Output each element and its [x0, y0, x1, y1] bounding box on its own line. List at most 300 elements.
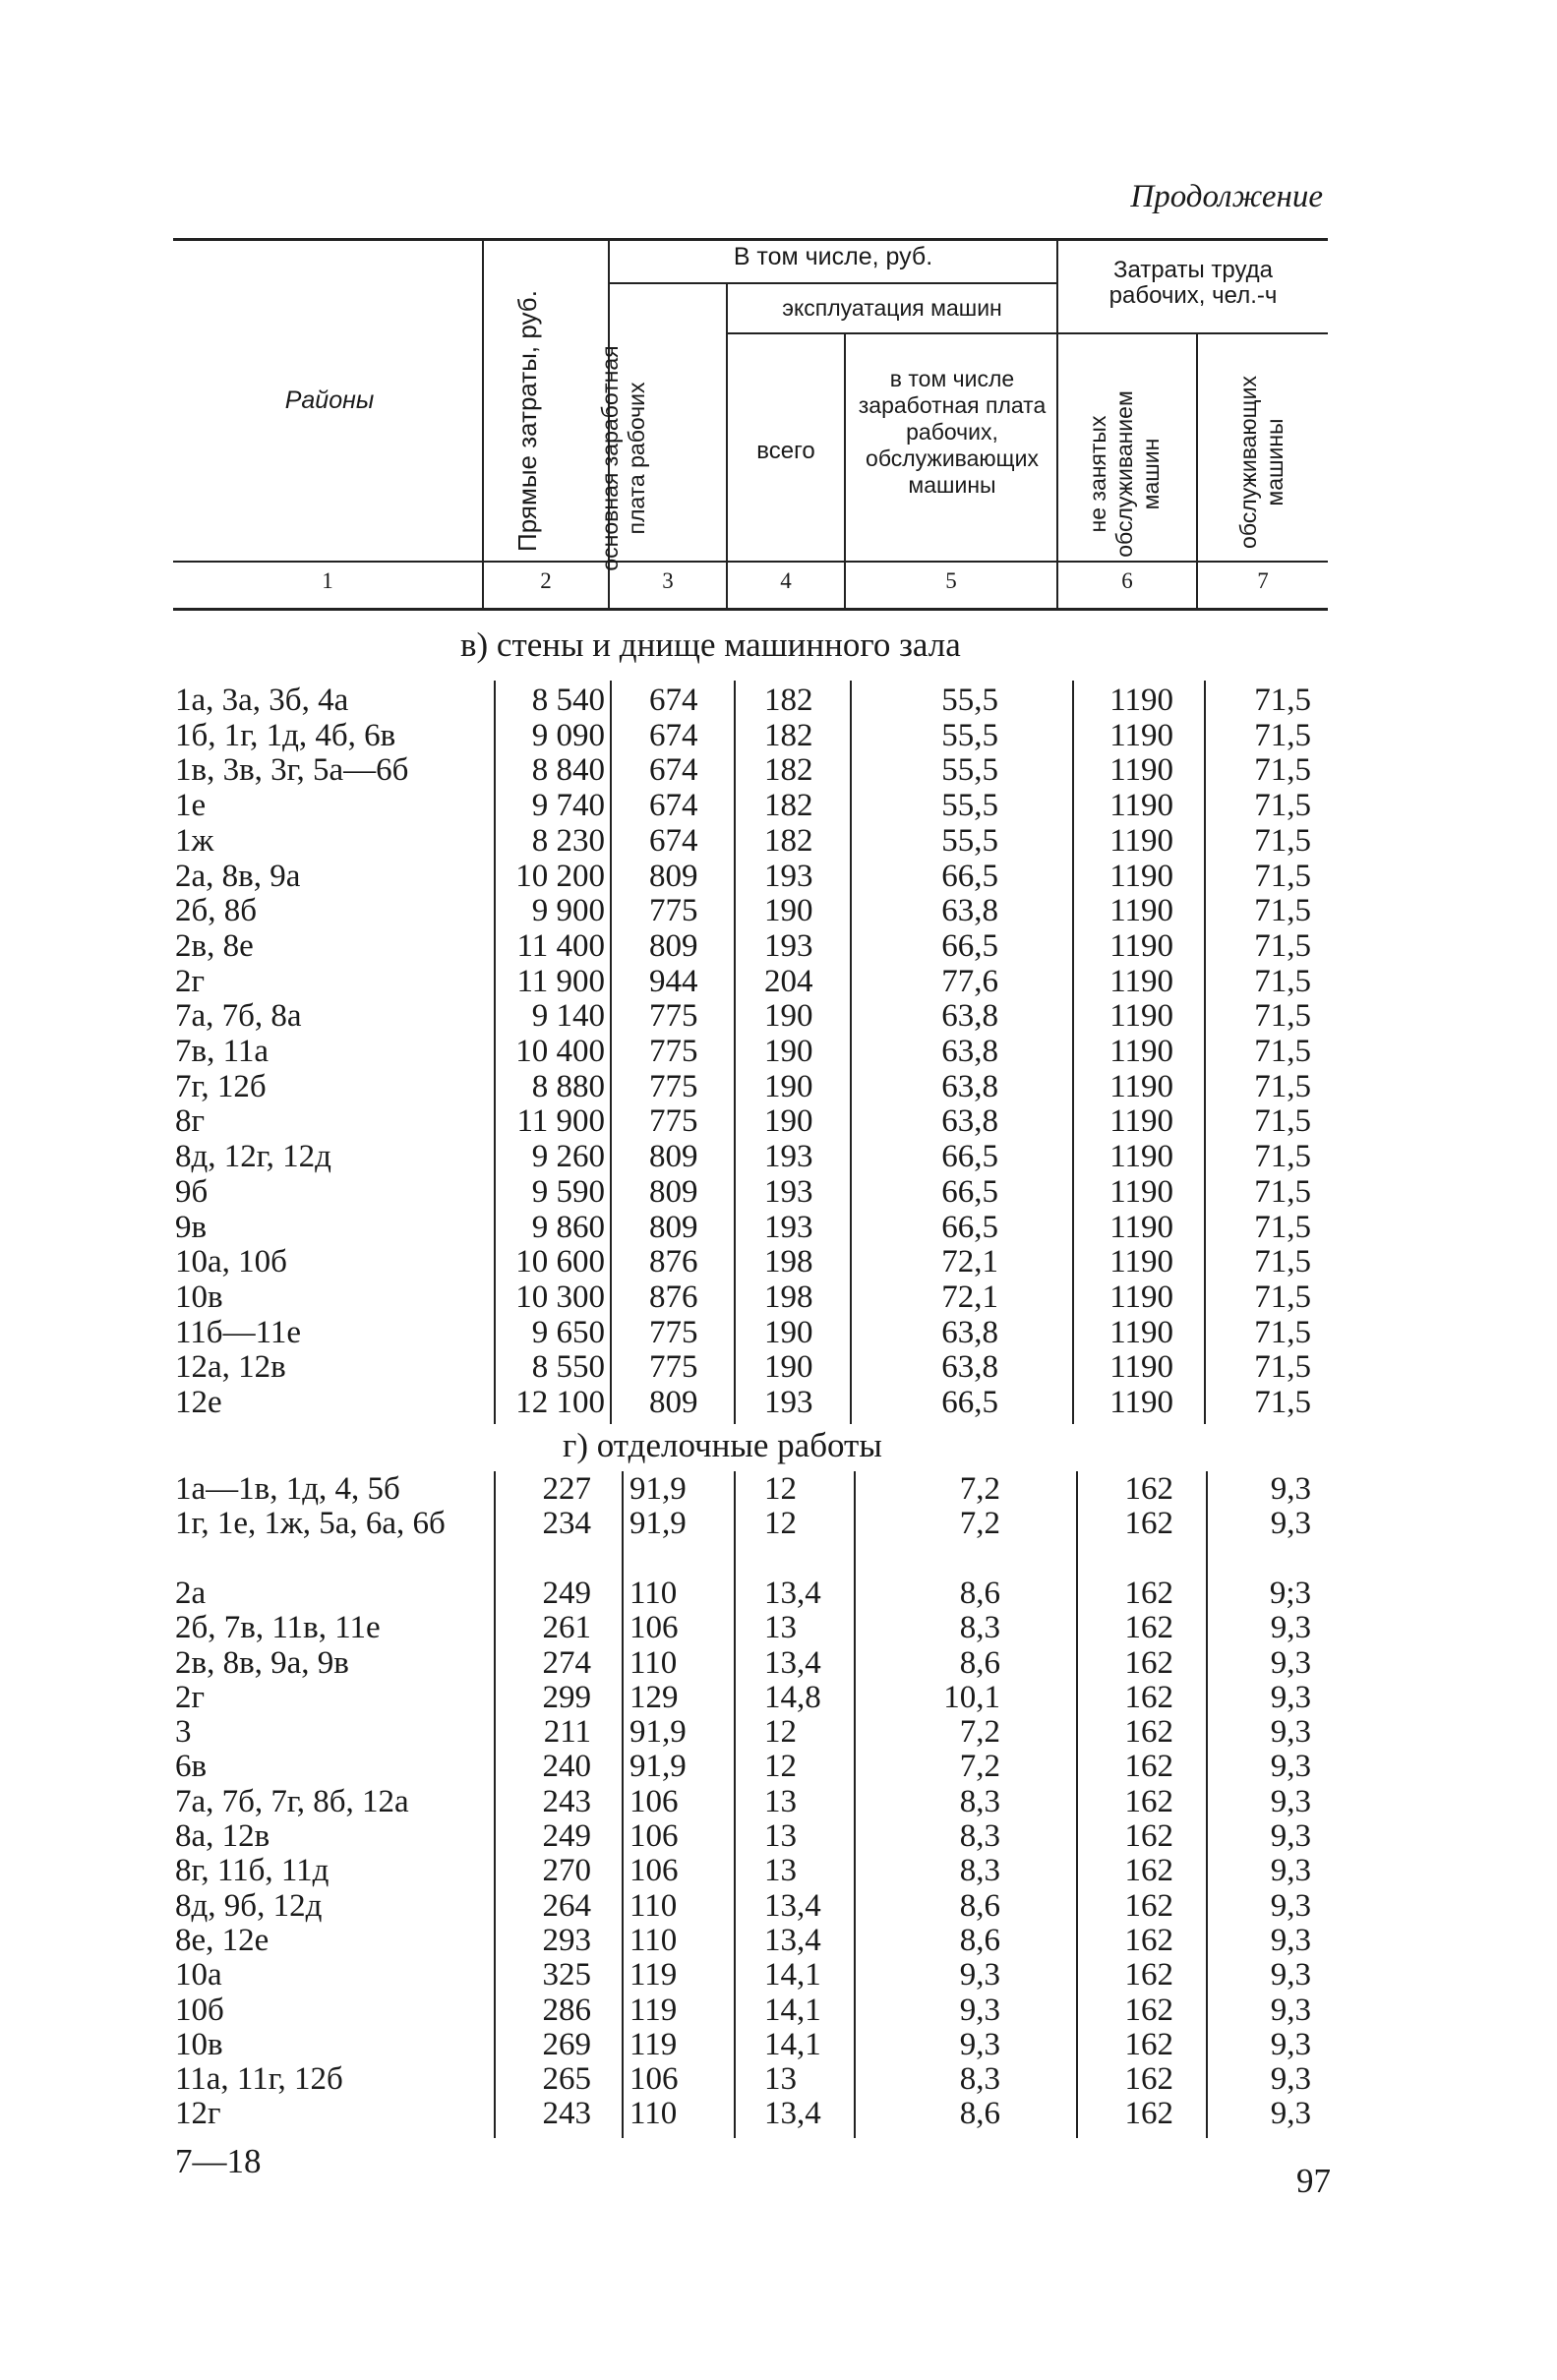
- table-row: [0, 1349, 1557, 1385]
- direct-costs-cell: 10 600: [515, 1244, 605, 1280]
- direct-costs-cell: 9 860: [531, 1209, 605, 1245]
- machine-total-cell: 193: [764, 927, 813, 964]
- labor-machine-cell: 9,3: [1270, 1783, 1311, 1819]
- machine-wages-cell: 8,6: [959, 1644, 1000, 1681]
- header-including: В том числе, руб.: [733, 243, 933, 270]
- machine-wages-cell: 72,1: [941, 1244, 998, 1280]
- machine-total-cell: 13: [764, 1783, 797, 1819]
- machine-total-cell: 13,4: [764, 1644, 821, 1681]
- machine-wages-cell: 8,3: [959, 2061, 1000, 2098]
- machine-wages-cell: 8,6: [959, 1887, 1000, 1924]
- table-row: [0, 1471, 1557, 1507]
- region-cell: 3: [175, 1714, 192, 1751]
- region-cell: 1в, 3в, 3г, 5а—6б: [175, 752, 409, 789]
- region-cell: 12а, 12в: [175, 1349, 286, 1386]
- base-wages-cell: 944: [649, 963, 698, 999]
- base-wages-cell: 91,9: [629, 1714, 687, 1751]
- direct-costs-cell: 8 230: [531, 822, 605, 859]
- labor-machine-cell: 9,3: [1270, 1957, 1311, 1993]
- labor-machine-cell: 9,3: [1270, 1610, 1311, 1646]
- base-wages-cell: 674: [649, 683, 698, 718]
- labor-not-machine-cell: 1190: [1109, 963, 1173, 999]
- direct-costs-cell: 10 300: [515, 1279, 605, 1315]
- labor-not-machine-cell: 1190: [1109, 1279, 1173, 1315]
- region-cell: 10а, 10б: [175, 1244, 287, 1280]
- labor-machine-cell: 71,5: [1254, 1385, 1311, 1420]
- labor-not-machine-cell: 162: [1124, 1471, 1173, 1507]
- region-cell: 2в, 8е: [175, 927, 254, 964]
- labor-not-machine-cell: 1190: [1109, 1034, 1173, 1069]
- machine-total-cell: 13: [764, 1818, 797, 1854]
- machine-wages-cell: 8,3: [959, 1853, 1000, 1889]
- labor-machine-cell: 9,3: [1270, 1887, 1311, 1924]
- base-wages-cell: 106: [629, 1853, 679, 1889]
- direct-costs-cell: 270: [542, 1853, 591, 1889]
- machine-total-cell: 12: [764, 1749, 797, 1785]
- direct-costs-cell: 12 100: [515, 1385, 605, 1420]
- base-wages-cell: 876: [649, 1279, 698, 1315]
- labor-not-machine-cell: 1190: [1109, 717, 1173, 753]
- labor-not-machine-cell: 1190: [1109, 1139, 1173, 1175]
- base-wages-cell: 110: [629, 1644, 678, 1681]
- table-row: [0, 1610, 1557, 1645]
- machine-total-cell: 14,1: [764, 1957, 821, 1993]
- machine-total-cell: 204: [764, 963, 813, 999]
- header-incl-wages: в том числе заработная плата рабочих, обслуживающих машины: [858, 366, 1047, 498]
- labor-not-machine-cell: 162: [1124, 2061, 1173, 2098]
- printer-signature: 7—18: [175, 2142, 262, 2180]
- base-wages-cell: 775: [649, 1034, 698, 1069]
- labor-not-machine-cell: 1190: [1109, 998, 1173, 1035]
- table-row: [0, 1279, 1557, 1315]
- base-wages-cell: 775: [649, 1349, 698, 1386]
- labor-not-machine-cell: 1190: [1109, 858, 1173, 894]
- labor-not-machine-cell: 162: [1124, 1922, 1173, 1958]
- direct-costs-cell: 9 090: [531, 717, 605, 753]
- machine-wages-cell: 66,5: [941, 1385, 998, 1420]
- labor-machine-cell: 71,5: [1254, 717, 1311, 753]
- machine-total-cell: 182: [764, 752, 813, 789]
- labor-machine-cell: 9,3: [1270, 1818, 1311, 1854]
- table-row: [0, 928, 1557, 964]
- labor-machine-cell: 71,5: [1254, 1349, 1311, 1386]
- labor-not-machine-cell: 162: [1124, 2096, 1173, 2132]
- base-wages-cell: 809: [649, 858, 698, 894]
- colnum-6: 6: [1121, 568, 1133, 593]
- region-cell: 8д, 12г, 12д: [175, 1139, 331, 1175]
- region-cell: 7а, 7б, 7г, 8б, 12а: [175, 1783, 409, 1819]
- machine-total-cell: 13: [764, 1610, 797, 1646]
- direct-costs-cell: 9 590: [531, 1173, 605, 1210]
- colnum-4: 4: [780, 568, 792, 593]
- machine-wages-cell: 63,8: [941, 1349, 998, 1386]
- machine-total-cell: 190: [764, 1034, 813, 1069]
- base-wages-cell: 674: [649, 717, 698, 753]
- machine-wages-cell: 63,8: [941, 893, 998, 929]
- labor-not-machine-cell: 162: [1124, 1644, 1173, 1681]
- labor-not-machine-cell: 1190: [1109, 1385, 1173, 1420]
- base-wages-cell: 775: [649, 998, 698, 1035]
- labor-not-machine-cell: 162: [1124, 1992, 1173, 2028]
- header-top-rule: [173, 238, 1328, 241]
- table-row: [0, 859, 1557, 894]
- machine-total-cell: 190: [764, 1349, 813, 1386]
- direct-costs-cell: 240: [542, 1749, 591, 1785]
- machine-total-cell: 198: [764, 1244, 813, 1280]
- header-vrule-5: [1056, 241, 1058, 608]
- region-cell: 9б: [175, 1173, 209, 1210]
- machine-total-cell: 190: [764, 1068, 813, 1104]
- machine-wages-cell: 66,5: [941, 1173, 998, 1210]
- machine-wages-cell: 66,5: [941, 1209, 998, 1245]
- region-cell: 7а, 7б, 8а: [175, 998, 302, 1035]
- labor-not-machine-cell: 162: [1124, 1575, 1173, 1611]
- table-row: [0, 1680, 1557, 1715]
- base-wages-cell: 106: [629, 1610, 679, 1646]
- header-rule-including: [610, 282, 1056, 284]
- base-wages-cell: 106: [629, 2061, 679, 2098]
- base-wages-cell: 129: [629, 1679, 679, 1715]
- region-cell: 2б, 8б: [175, 893, 258, 929]
- direct-costs-cell: 274: [542, 1644, 591, 1681]
- direct-costs-cell: 11 900: [516, 963, 605, 999]
- region-cell: 2в, 8в, 9а, 9в: [175, 1644, 349, 1681]
- machine-wages-cell: 10,1: [943, 1679, 1000, 1715]
- labor-machine-cell: 9,3: [1270, 2096, 1311, 2132]
- region-cell: 10в: [175, 1279, 223, 1315]
- labor-machine-cell: 71,5: [1254, 927, 1311, 964]
- header-rule-labor: [1058, 332, 1328, 334]
- labor-machine-cell: 9,3: [1270, 2026, 1311, 2062]
- header-not-machine: не занятых обслуживанием машин: [1085, 390, 1164, 558]
- direct-costs-cell: 243: [542, 2096, 591, 2132]
- table-row: [0, 1506, 1557, 1541]
- direct-costs-cell: 8 880: [531, 1068, 605, 1104]
- region-cell: 10б: [175, 1992, 224, 2028]
- machine-total-cell: 14,8: [764, 1679, 821, 1715]
- colnum-1: 1: [322, 568, 333, 593]
- machine-wages-cell: 66,5: [941, 1139, 998, 1175]
- region-cell: 7в, 11а: [175, 1034, 269, 1069]
- region-cell: 1е: [175, 788, 207, 824]
- base-wages-cell: 775: [649, 1314, 698, 1350]
- header-base-wages: основная заработная плата рабочих: [597, 345, 649, 571]
- machine-wages-cell: 7,2: [959, 1749, 1000, 1785]
- base-wages-cell: 674: [649, 788, 698, 824]
- header-labor: Затраты труда рабочих, чел.-ч: [1108, 257, 1278, 309]
- colnum-3: 3: [662, 568, 674, 593]
- region-cell: 1а—1в, 1д, 4, 5б: [175, 1471, 400, 1507]
- labor-machine-cell: 71,5: [1254, 893, 1311, 929]
- table-row: [0, 1749, 1557, 1784]
- direct-costs-cell: 10 400: [515, 1034, 605, 1069]
- section-title-finishing: г) отделочные работы: [563, 1426, 882, 1464]
- table-row: [0, 683, 1557, 718]
- machine-total-cell: 12: [764, 1506, 797, 1542]
- direct-costs-cell: 9 260: [531, 1139, 605, 1175]
- numbers-bottom-rule: [173, 608, 1328, 611]
- labor-machine-cell: 9,3: [1270, 1714, 1311, 1751]
- direct-costs-cell: 9 140: [531, 998, 605, 1035]
- header-machine-operation: эксплуатация машин: [782, 295, 1002, 321]
- direct-costs-cell: 11 900: [516, 1103, 605, 1140]
- labor-machine-cell: 71,5: [1254, 788, 1311, 824]
- direct-costs-cell: 299: [542, 1679, 591, 1715]
- direct-costs-cell: 227: [542, 1471, 591, 1507]
- table-row: [0, 1210, 1557, 1245]
- labor-not-machine-cell: 162: [1124, 1887, 1173, 1924]
- machine-wages-cell: 66,5: [941, 927, 998, 964]
- table-row: [0, 1385, 1557, 1420]
- machine-total-cell: 13,4: [764, 1887, 821, 1924]
- table-row: [0, 1139, 1557, 1174]
- region-cell: 10а: [175, 1957, 222, 1993]
- region-cell: 1г, 1е, 1ж, 5а, 6а, 6б: [175, 1506, 446, 1542]
- machine-total-cell: 190: [764, 998, 813, 1035]
- table-row: [0, 718, 1557, 753]
- machine-total-cell: 13,4: [764, 1575, 821, 1611]
- base-wages-cell: 775: [649, 1103, 698, 1140]
- base-wages-cell: 119: [629, 1992, 678, 2028]
- base-wages-cell: 809: [649, 1173, 698, 1210]
- base-wages-cell: 809: [649, 1139, 698, 1175]
- region-cell: 8г, 11б, 11д: [175, 1853, 329, 1889]
- machine-total-cell: 182: [764, 788, 813, 824]
- labor-machine-cell: 9,3: [1270, 1992, 1311, 2028]
- machine-total-cell: 13,4: [764, 2096, 821, 2132]
- machine-wages-cell: 9,3: [959, 1992, 1000, 2028]
- region-cell: 8е, 12е: [175, 1922, 269, 1958]
- labor-machine-cell: 71,5: [1254, 683, 1311, 718]
- header-vrule-6: [1196, 334, 1198, 608]
- direct-costs-cell: 293: [542, 1922, 591, 1958]
- machine-total-cell: 13: [764, 2061, 797, 2098]
- labor-not-machine-cell: 162: [1124, 1749, 1173, 1785]
- labor-not-machine-cell: 162: [1124, 1783, 1173, 1819]
- table-row: [0, 893, 1557, 928]
- labor-machine-cell: 9,3: [1270, 1853, 1311, 1889]
- labor-not-machine-cell: 162: [1124, 1853, 1173, 1889]
- region-cell: 1ж: [175, 822, 214, 859]
- base-wages-cell: 91,9: [629, 1749, 687, 1785]
- direct-costs-cell: 249: [542, 1818, 591, 1854]
- labor-machine-cell: 71,5: [1254, 1139, 1311, 1175]
- labor-machine-cell: 9,3: [1270, 1922, 1311, 1958]
- table-row: [0, 2027, 1557, 2062]
- direct-costs-cell: 265: [542, 2061, 591, 2098]
- table-row: [0, 1784, 1557, 1819]
- machine-wages-cell: 55,5: [941, 683, 998, 718]
- base-wages-cell: 809: [649, 1209, 698, 1245]
- labor-machine-cell: 71,5: [1254, 858, 1311, 894]
- region-cell: 2б, 7в, 11в, 11е: [175, 1610, 381, 1646]
- direct-costs-cell: 234: [542, 1506, 591, 1542]
- direct-costs-cell: 325: [542, 1957, 591, 1993]
- colnum-2: 2: [540, 568, 552, 593]
- continued-label: Продолжение: [1130, 179, 1323, 214]
- table-row: [0, 1818, 1557, 1854]
- direct-costs-cell: 286: [542, 1992, 591, 2028]
- direct-costs-cell: 8 540: [531, 683, 605, 718]
- machine-wages-cell: 55,5: [941, 788, 998, 824]
- direct-costs-cell: 249: [542, 1575, 591, 1611]
- labor-machine-cell: 9,3: [1270, 1749, 1311, 1785]
- labor-machine-cell: 71,5: [1254, 1279, 1311, 1315]
- table-row: [0, 1315, 1557, 1350]
- region-cell: 2а: [175, 1575, 207, 1611]
- table-row: [0, 2096, 1557, 2131]
- direct-costs-cell: 264: [542, 1887, 591, 1924]
- machine-total-cell: 193: [764, 1139, 813, 1175]
- base-wages-cell: 91,9: [629, 1506, 687, 1542]
- region-cell: 8д, 9б, 12д: [175, 1887, 323, 1924]
- labor-machine-cell: 9,3: [1270, 1644, 1311, 1681]
- region-cell: 1а, 3а, 3б, 4а: [175, 683, 349, 718]
- base-wages-cell: 110: [629, 1887, 678, 1924]
- region-cell: 2г: [175, 1679, 206, 1715]
- machine-total-cell: 193: [764, 858, 813, 894]
- labor-machine-cell: 71,5: [1254, 963, 1311, 999]
- direct-costs-cell: 243: [542, 1783, 591, 1819]
- labor-not-machine-cell: 1190: [1109, 788, 1173, 824]
- labor-machine-cell: 9,3: [1270, 2061, 1311, 2098]
- machine-wages-cell: 72,1: [941, 1279, 998, 1315]
- labor-not-machine-cell: 1190: [1109, 1244, 1173, 1280]
- machine-wages-cell: 9,3: [959, 2026, 1000, 2062]
- region-cell: 2г: [175, 963, 206, 999]
- header-regions: Районы: [284, 387, 375, 414]
- labor-not-machine-cell: 162: [1124, 1957, 1173, 1993]
- labor-machine-cell: 9,3: [1270, 1471, 1311, 1507]
- base-wages-cell: 674: [649, 822, 698, 859]
- base-wages-cell: 119: [629, 2026, 678, 2062]
- base-wages-cell: 119: [629, 1957, 678, 1993]
- direct-costs-cell: 8 550: [531, 1349, 605, 1386]
- base-wages-cell: 876: [649, 1244, 698, 1280]
- labor-machine-cell: 9,3: [1270, 1506, 1311, 1542]
- machine-wages-cell: 7,2: [959, 1714, 1000, 1751]
- header-rule-machine: [728, 332, 1056, 334]
- labor-machine-cell: 71,5: [1254, 1244, 1311, 1280]
- labor-not-machine-cell: 1190: [1109, 1103, 1173, 1140]
- header-total: всего: [756, 438, 815, 464]
- base-wages-cell: 775: [649, 893, 698, 929]
- labor-not-machine-cell: 1190: [1109, 1314, 1173, 1350]
- machine-wages-cell: 63,8: [941, 1068, 998, 1104]
- machine-total-cell: 182: [764, 717, 813, 753]
- direct-costs-cell: 8 840: [531, 752, 605, 789]
- labor-machine-cell: 71,5: [1254, 822, 1311, 859]
- machine-total-cell: 182: [764, 822, 813, 859]
- machine-total-cell: 14,1: [764, 2026, 821, 2062]
- table-row: [0, 1576, 1557, 1611]
- header-vrule-1: [482, 241, 484, 608]
- machine-total-cell: 14,1: [764, 1992, 821, 2028]
- direct-costs-cell: 269: [542, 2026, 591, 2062]
- base-wages-cell: 110: [629, 1922, 678, 1958]
- region-cell: 10в: [175, 2026, 223, 2062]
- direct-costs-cell: 9 650: [531, 1314, 605, 1350]
- labor-machine-cell: 71,5: [1254, 1068, 1311, 1104]
- machine-wages-cell: 8,6: [959, 1922, 1000, 1958]
- machine-wages-cell: 63,8: [941, 998, 998, 1035]
- machine-total-cell: 182: [764, 683, 813, 718]
- base-wages-cell: 106: [629, 1783, 679, 1819]
- labor-not-machine-cell: 1190: [1109, 1209, 1173, 1245]
- table-row: [0, 1103, 1557, 1139]
- machine-wages-cell: 77,6: [941, 963, 998, 999]
- machine-total-cell: 193: [764, 1385, 813, 1420]
- machine-wages-cell: 55,5: [941, 717, 998, 753]
- machine-total-cell: 190: [764, 1314, 813, 1350]
- labor-not-machine-cell: 162: [1124, 2026, 1173, 2062]
- labor-machine-cell: 71,5: [1254, 1034, 1311, 1069]
- labor-machine-cell: 71,5: [1254, 1173, 1311, 1210]
- labor-machine-cell: 9;3: [1269, 1575, 1311, 1611]
- base-wages-cell: 809: [649, 1385, 698, 1420]
- machine-total-cell: 190: [764, 893, 813, 929]
- base-wages-cell: 809: [649, 927, 698, 964]
- table-row: [0, 1957, 1557, 1993]
- table-row: [0, 1034, 1557, 1069]
- region-cell: 8а, 12в: [175, 1818, 270, 1854]
- table-row: [0, 1069, 1557, 1104]
- table-row: [0, 1714, 1557, 1750]
- machine-total-cell: 13,4: [764, 1922, 821, 1958]
- labor-machine-cell: 71,5: [1254, 1314, 1311, 1350]
- labor-not-machine-cell: 1190: [1109, 1173, 1173, 1210]
- region-cell: 8г: [175, 1103, 206, 1140]
- machine-total-cell: 190: [764, 1103, 813, 1140]
- labor-not-machine-cell: 1190: [1109, 683, 1173, 718]
- base-wages-cell: 91,9: [629, 1471, 687, 1507]
- header-vrule-4: [844, 334, 846, 608]
- machine-wages-cell: 8,3: [959, 1610, 1000, 1646]
- colnum-5: 5: [945, 568, 957, 593]
- labor-machine-cell: 71,5: [1254, 1103, 1311, 1140]
- machine-wages-cell: 66,5: [941, 858, 998, 894]
- table-row: [0, 823, 1557, 859]
- machine-wages-cell: 9,3: [959, 1957, 1000, 1993]
- base-wages-cell: 106: [629, 1818, 679, 1854]
- colnum-7: 7: [1257, 568, 1269, 593]
- labor-not-machine-cell: 162: [1124, 1679, 1173, 1715]
- table-row: [0, 1888, 1557, 1924]
- region-cell: 6в: [175, 1749, 208, 1785]
- machine-wages-cell: 8,6: [959, 2096, 1000, 2132]
- machine-wages-cell: 8,6: [959, 1575, 1000, 1611]
- table-row: [0, 1244, 1557, 1279]
- direct-costs-cell: 10 200: [515, 858, 605, 894]
- table-row: [0, 1993, 1557, 2028]
- labor-not-machine-cell: 1190: [1109, 1349, 1173, 1386]
- table-row: [0, 964, 1557, 999]
- direct-costs-cell: 9 740: [531, 788, 605, 824]
- labor-not-machine-cell: 162: [1124, 1610, 1173, 1646]
- region-cell: 12г: [175, 2096, 221, 2132]
- machine-total-cell: 193: [764, 1173, 813, 1210]
- header-machine: обслуживающих машины: [1235, 376, 1288, 549]
- direct-costs-cell: 11 400: [516, 927, 605, 964]
- region-cell: 1б, 1г, 1д, 4б, 6в: [175, 717, 396, 753]
- machine-wages-cell: 8,3: [959, 1818, 1000, 1854]
- base-wages-cell: 110: [629, 1575, 678, 1611]
- labor-not-machine-cell: 1190: [1109, 893, 1173, 929]
- machine-total-cell: 12: [764, 1471, 797, 1507]
- labor-machine-cell: 71,5: [1254, 998, 1311, 1035]
- page-number: 97: [1296, 2162, 1331, 2200]
- direct-costs-cell: 211: [543, 1714, 591, 1751]
